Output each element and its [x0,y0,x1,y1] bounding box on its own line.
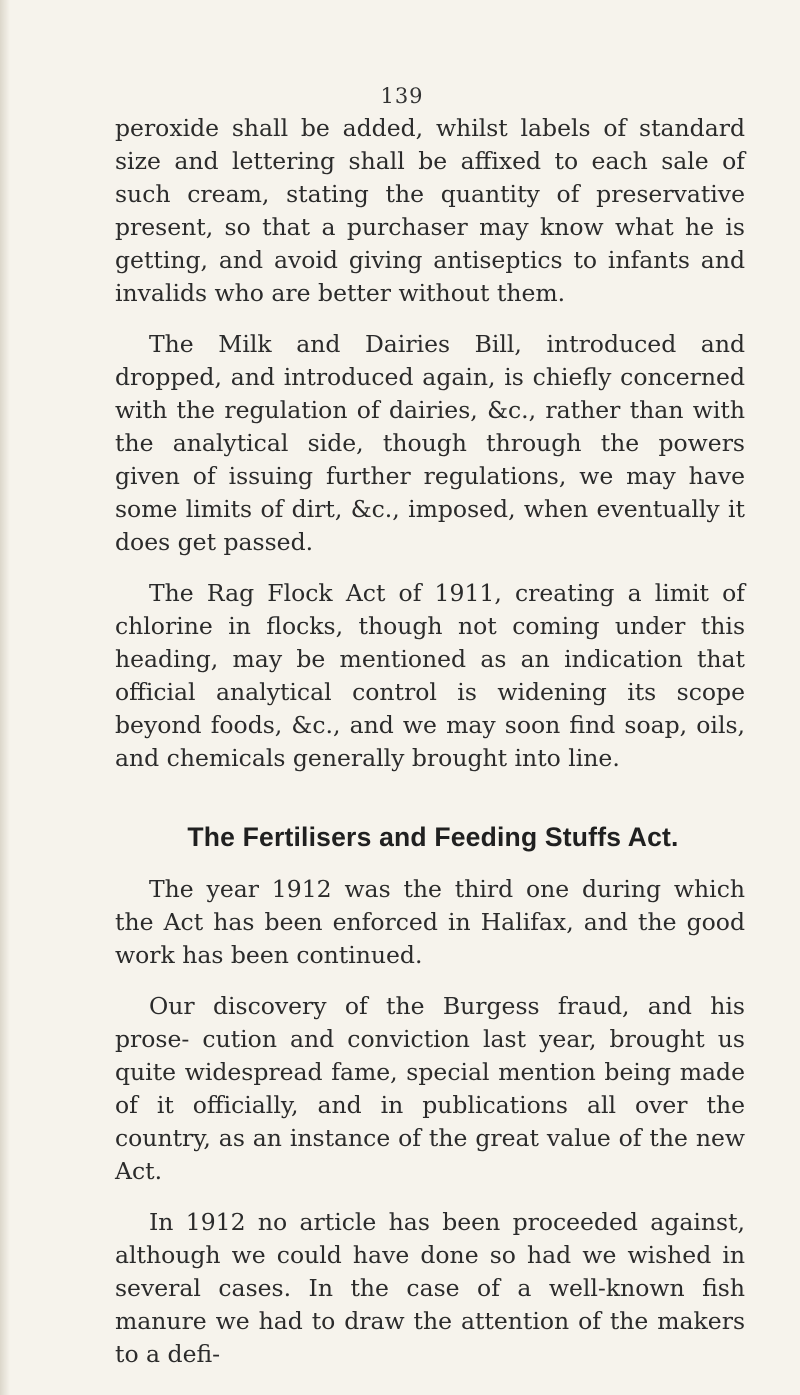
paragraph-burgess-fraud [115,990,745,1188]
page-edge-shadow [0,0,10,1395]
paragraph-milk-dairies-bill [115,328,745,559]
page-number: 139 [380,84,424,108]
paragraph-text: The year 1912 was the third one during which the Act has been enforced in Halifax, and the good work has been continued. [115,875,745,969]
page-body [115,112,745,1389]
paragraph-year-1912 [115,873,745,972]
paragraph-text: In 1912 no article has been proceeded against, although we could have done so had we wished in several cases. In the case of a well-known fish manure we had to draw the attention of the makers to a defi- [115,1208,745,1368]
paragraph-preservative-labels: peroxide shall be added, whilst labels of standard size and lettering shall be affixed to each sale of such cream, stating the quantity of preservative present, so that a purchaser may know what he is getting, and avoid giving antiseptics to infants and invalids who are better without them. [115,114,745,307]
paragraph-fish-manure [115,1206,745,1371]
paragraph-text: Our discovery of the Burgess fraud, and his prose- cution and conviction last year, brought us quite widespread fame, special mention being made of it officially, and in publications all over the country, as an instance of the great value of the new Act. [115,992,745,1185]
paragraph-text: The Milk and Dairies Bill, introduced and dropped, and introduced again, is chiefly concerned with the regulation of dairies, &c., rather than with the analytical side, though through the powers given of issuing further regulations, we may have some limits of dirt, &c., imposed, when eventually it does get passed. [115,330,745,556]
paragraph-text: The Rag Flock Act of 1911, creating a limit of chlorine in flocks, though not coming under this heading, may be mentioned as an indication that official analytical control is widening its scope beyond foods, &c., and we may soon find soap, oils, and chemicals generally brought into line. [115,579,745,772]
section-heading: The Fertilisers and Feeding Stuffs Act. [187,822,679,852]
paragraph-rag-flock-act [115,577,745,775]
